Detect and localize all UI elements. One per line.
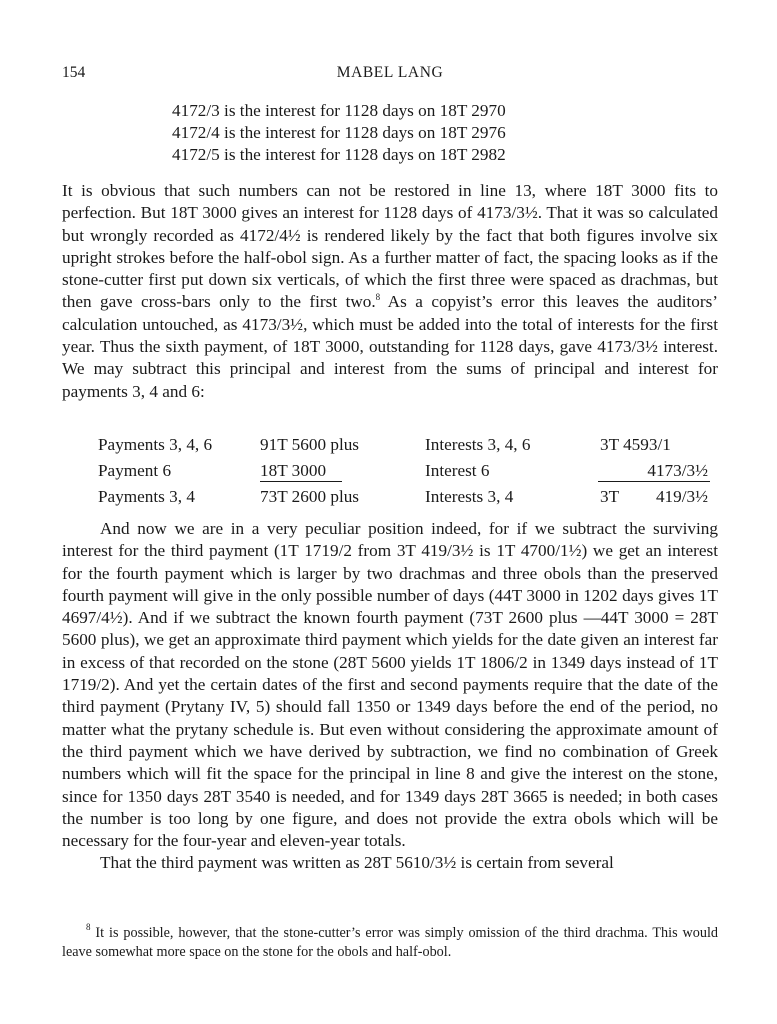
calc-principal: 91T 5600 plus (260, 435, 359, 454)
running-title: MABEL LANG (336, 64, 444, 81)
calc-row-label: Payment 6 (98, 461, 172, 480)
book-page (62, 0, 718, 1024)
calc-interest-label: Interest 6 (425, 461, 490, 480)
paragraph-2: And now we are in a very peculiar position indeed, for if we subtract the surviving interest for the third payment (1T 1719/2 from 3T 419/3½ is 1T 4700/1½) we get an interest for the fourth payment which is larger by two drachmas and three obols than the preserved fourth payment will give in the only possible number of days (44T 3000 in 1202 days gives 1T 4697/4½). And if we subtract the known fourth payment (73T 2600 plus —44T 3000 = 28T 5600 plus), we get an approximate third payment which yields for the date given an interest far in excess of that recorded on the stone (28T 5600 yields 1T 1806/2 in 1349 days instead of 1T 1719/2). And yet the certain dates of the first and second payments require that the date of the third payment (Prytany IV, 5) should fall 1350 or 1349 days before the end of the period, no matter what the prytany schedule is. But even without considering the approximate amount of the third payment which we have derived by subtraction, we find no combination of Greek numbers which will fit the space for the principal in line 8 and give the interest on the stone, since for 1350 days 28T 3540 is needed, and for 1349 days 28T 3665 is needed; in both cases the number is too long by one figure, and does not provide the extra obols which will be necessary for the four-year and eleven-year totals. (62, 519, 718, 851)
paragraph-1-text: It is obvious that such numbers can not be restored in line 13, where 18T 3000 fits to perfection. But 18T 3000 gives an interest for 1128 days of 4173/3½. That it was so calculated but wrongly recorded as 4172/4½ is rendered likely by the fact that both figures involve six upright strokes before the half-obol sign. As a further matter of fact, the spacing looks as if the stone-cutter first put down six verticals, of which the first three were spaced as drachmas, but then gave cross-bars only to the first two. (62, 181, 718, 312)
footnote-text: It is possible, however, that the stone-cutter’s error was simply omission of the third drachma. This would leave somewhat more space on the stone for the obols and half-obol. (62, 925, 718, 960)
calc-principal: 18T 3000 (260, 461, 327, 480)
paragraph-1-text-continued: As a copyist’s error this leaves the auditors’ calculation untouched, as 4173/3½, which must be added into the total of interests for the first year. Thus the sixth payment, of 18T 3000, outstanding for 1128 days, gave 4173/3½ interest. We may subtract this principal and interest from the sums of principal and interest for payments 3, 4 and 6: (62, 292, 719, 401)
calc-interest: 3T 4593/1 (600, 435, 671, 454)
calc-interest-talents: 3T (600, 487, 620, 506)
calc-interest: 4173/3½ (647, 461, 708, 480)
subtraction-table (98, 432, 718, 510)
calc-interest-label: Interests 3, 4 (425, 487, 514, 506)
calc-row-label: Payments 3, 4, 6 (98, 435, 213, 454)
calc-row (98, 484, 718, 510)
paragraph-1 (62, 180, 718, 403)
footnote-number: 8 (86, 922, 91, 932)
calc-row (98, 432, 718, 458)
calc-row-label: Payments 3, 4 (98, 487, 195, 506)
principal-sum-rule (260, 481, 342, 482)
calc-interest: 419/3½ (655, 487, 708, 506)
interest-lines (172, 100, 506, 167)
page-number: 154 (62, 64, 86, 81)
interest-line: 4172/4 is the interest for 1128 days on 18T 2976 (172, 123, 506, 143)
paragraph-3: That the third payment was written as 28T 5610/3½ is certain from several (100, 853, 614, 873)
interest-sum-rule (598, 481, 710, 482)
calc-principal: 73T 2600 plus (260, 487, 359, 506)
calc-interest-label: Interests 3, 4, 6 (425, 435, 531, 454)
footnote (62, 924, 718, 962)
footnote-reference: 8 (375, 292, 381, 303)
paragraph-2-group (62, 518, 718, 875)
interest-line: 4172/3 is the interest for 1128 days on 18T 2970 (172, 101, 506, 120)
running-head (62, 64, 718, 84)
interest-line: 4172/5 is the interest for 1128 days on 18T 2982 (172, 145, 506, 165)
